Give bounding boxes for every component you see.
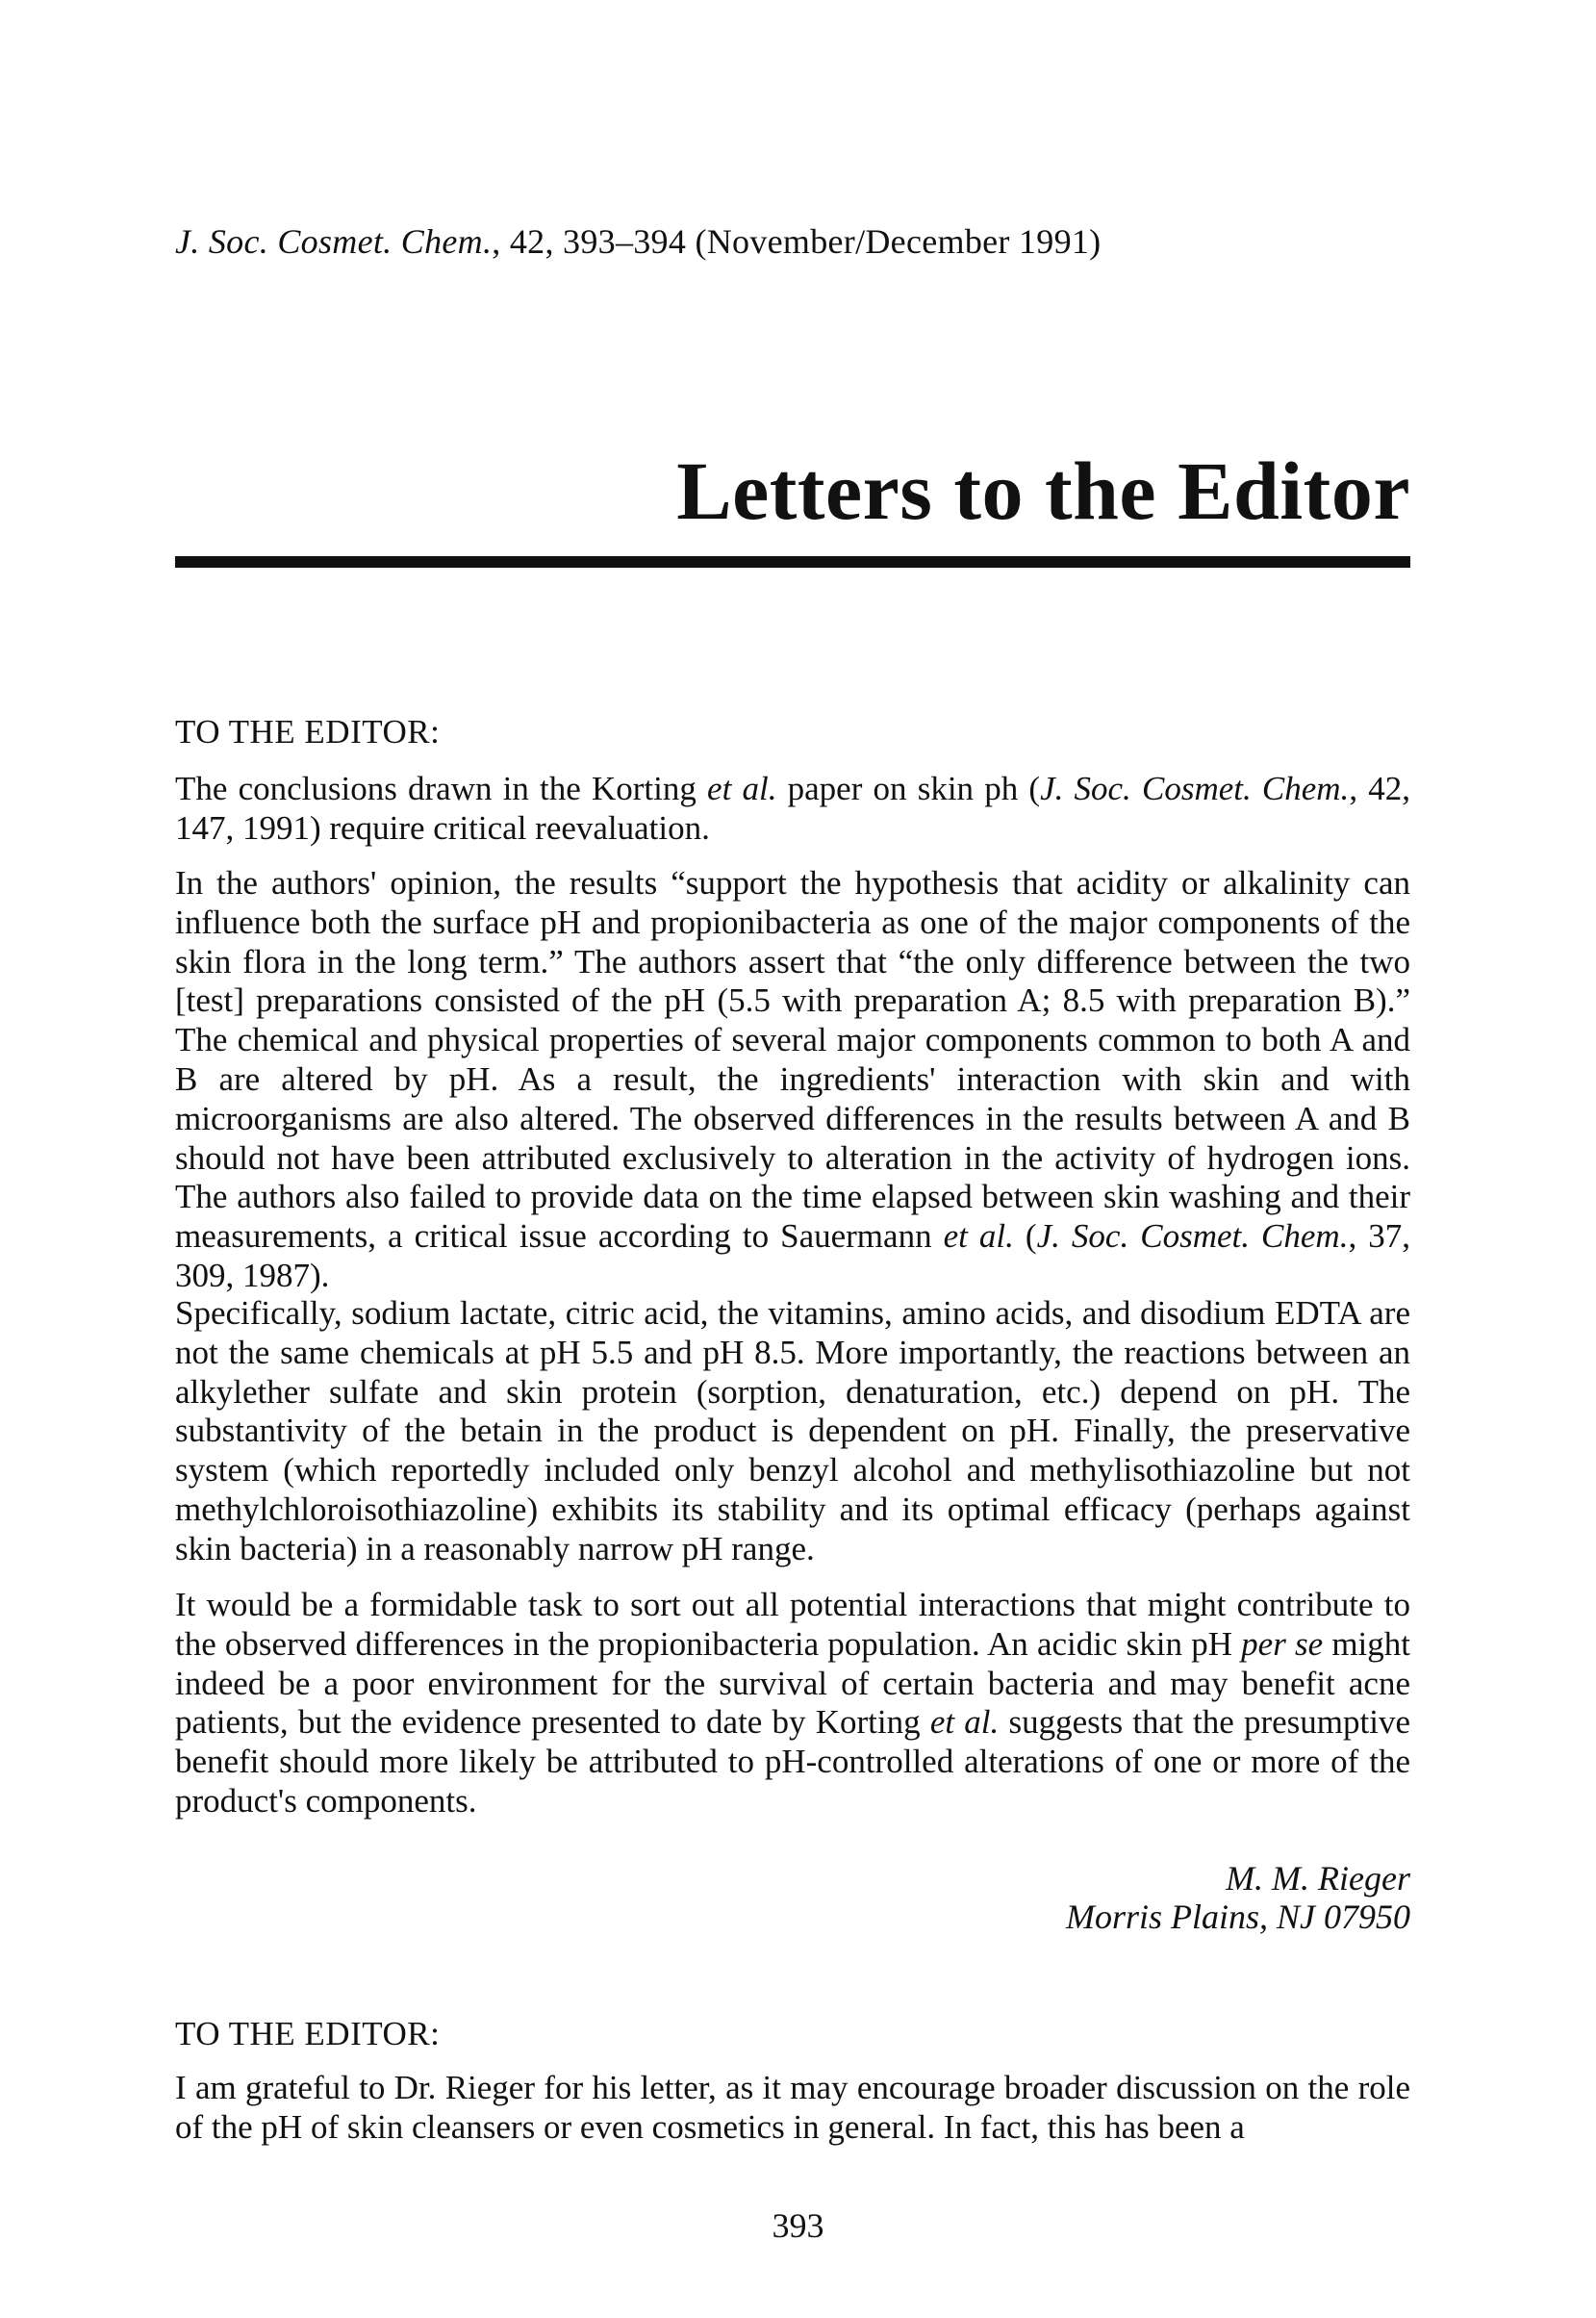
page-number: 393 bbox=[772, 2206, 824, 2245]
text-run: I am grateful to Dr. Rieger for his letter, as it may encourage broader discussion on the role of the pH of skin cleansers or even cosmetics in general. In fact, this has been a bbox=[175, 2069, 1410, 2146]
title-rule bbox=[175, 556, 1410, 568]
text-run: et al. bbox=[929, 1703, 1000, 1742]
text-run: might indeed be a poor environment for the survival of certain bacteria and may benefit acne patients, but the evidence presented to date by Korting bbox=[175, 1624, 1411, 1742]
letter2-paragraph-1 bbox=[175, 2069, 1410, 2148]
text-run: In the authors' opinion, the results “support the hypothesis that acidity or alkalinity can influence both the surface pH and propionibacteria as one of the major components of the skin flora in the long term.” The authors assert that “the only difference between the two [test] preparations consisted of the pH (5.5 with preparation A; 8.5 with preparation B).” The chemical and physical properties of several major components common to both A and B are altered by pH. As a result, the ingredients' interaction with skin and with microorganisms are also altered. The observed differences in the results between A and B should not have been attributed exclusively to alteration in the activity of hydrogen ions. The authors also failed to provide data on the time elapsed between skin washing and their measurements, a critical issue according to Sauermann bbox=[175, 864, 1410, 1256]
text-run: , 42, 147, 1991) require critical reevaluation. bbox=[175, 770, 1410, 847]
journal-abbrev: J. Soc. Cosmet. Chem. bbox=[175, 222, 493, 261]
text-run: et al. bbox=[707, 770, 777, 807]
letter1-paragraph-1 bbox=[175, 770, 1410, 849]
signature-location: Morris Plains, NJ 07950 bbox=[1065, 1898, 1410, 1936]
text-run: ( bbox=[1013, 1217, 1037, 1256]
text-run: It would be a formidable task to sort out all potential interactions that might contribute to the observed differences in the propionibacteria population. An acidic skin pH bbox=[175, 1586, 1410, 1663]
text-run: J. Soc. Cosmet. Chem. bbox=[1036, 1217, 1349, 1256]
text-run: The conclusions drawn in the Korting bbox=[175, 770, 708, 807]
letter1-salutation: TO THE EDITOR: bbox=[175, 713, 441, 751]
letter1-paragraph-3 bbox=[175, 1294, 1410, 1569]
signature-name: M. M. Rieger bbox=[1226, 1859, 1410, 1898]
text-run: et al. bbox=[943, 1217, 1014, 1256]
volume-pages: , 42, 393–394 (November/December 1991) bbox=[492, 222, 1102, 261]
letter2-salutation: TO THE EDITOR: bbox=[175, 2015, 441, 2052]
text-run: J. Soc. Cosmet. Chem. bbox=[1040, 770, 1350, 807]
section-title: Letters to the Editor bbox=[676, 445, 1410, 537]
text-run: Specifically, sodium lactate, citric acid, the vitamins, amino acids, and disodium EDTA are not the same chemicals at pH 5.5 and pH 8.5. More importantly, the reactions between an alkylether sulfate and skin protein (sorption, denaturation, etc.) depend on pH. The substantivity of the betain in the product is dependent on pH. Finally, the preservative system (which reportedly included only benzyl alcohol and methylisothiazoline but not methylchloroisothiazoline) exhibits its stability and its optimal efficacy (perhaps against skin bacteria) in a reasonably narrow pH range. bbox=[175, 1294, 1410, 1567]
text-run: per se bbox=[1241, 1624, 1324, 1663]
text-run: suggests that the presumptive benefit should more likely be attributed to pH-controlled alterations of one or more of the product's components. bbox=[175, 1703, 1410, 1820]
journal-citation bbox=[175, 221, 1101, 262]
letter1-paragraph-2 bbox=[175, 864, 1410, 1296]
text-run: , 37, 309, 1987). bbox=[175, 1217, 1410, 1294]
text-run: paper on skin ph ( bbox=[776, 770, 1041, 807]
letter1-paragraph-4 bbox=[175, 1586, 1410, 1821]
